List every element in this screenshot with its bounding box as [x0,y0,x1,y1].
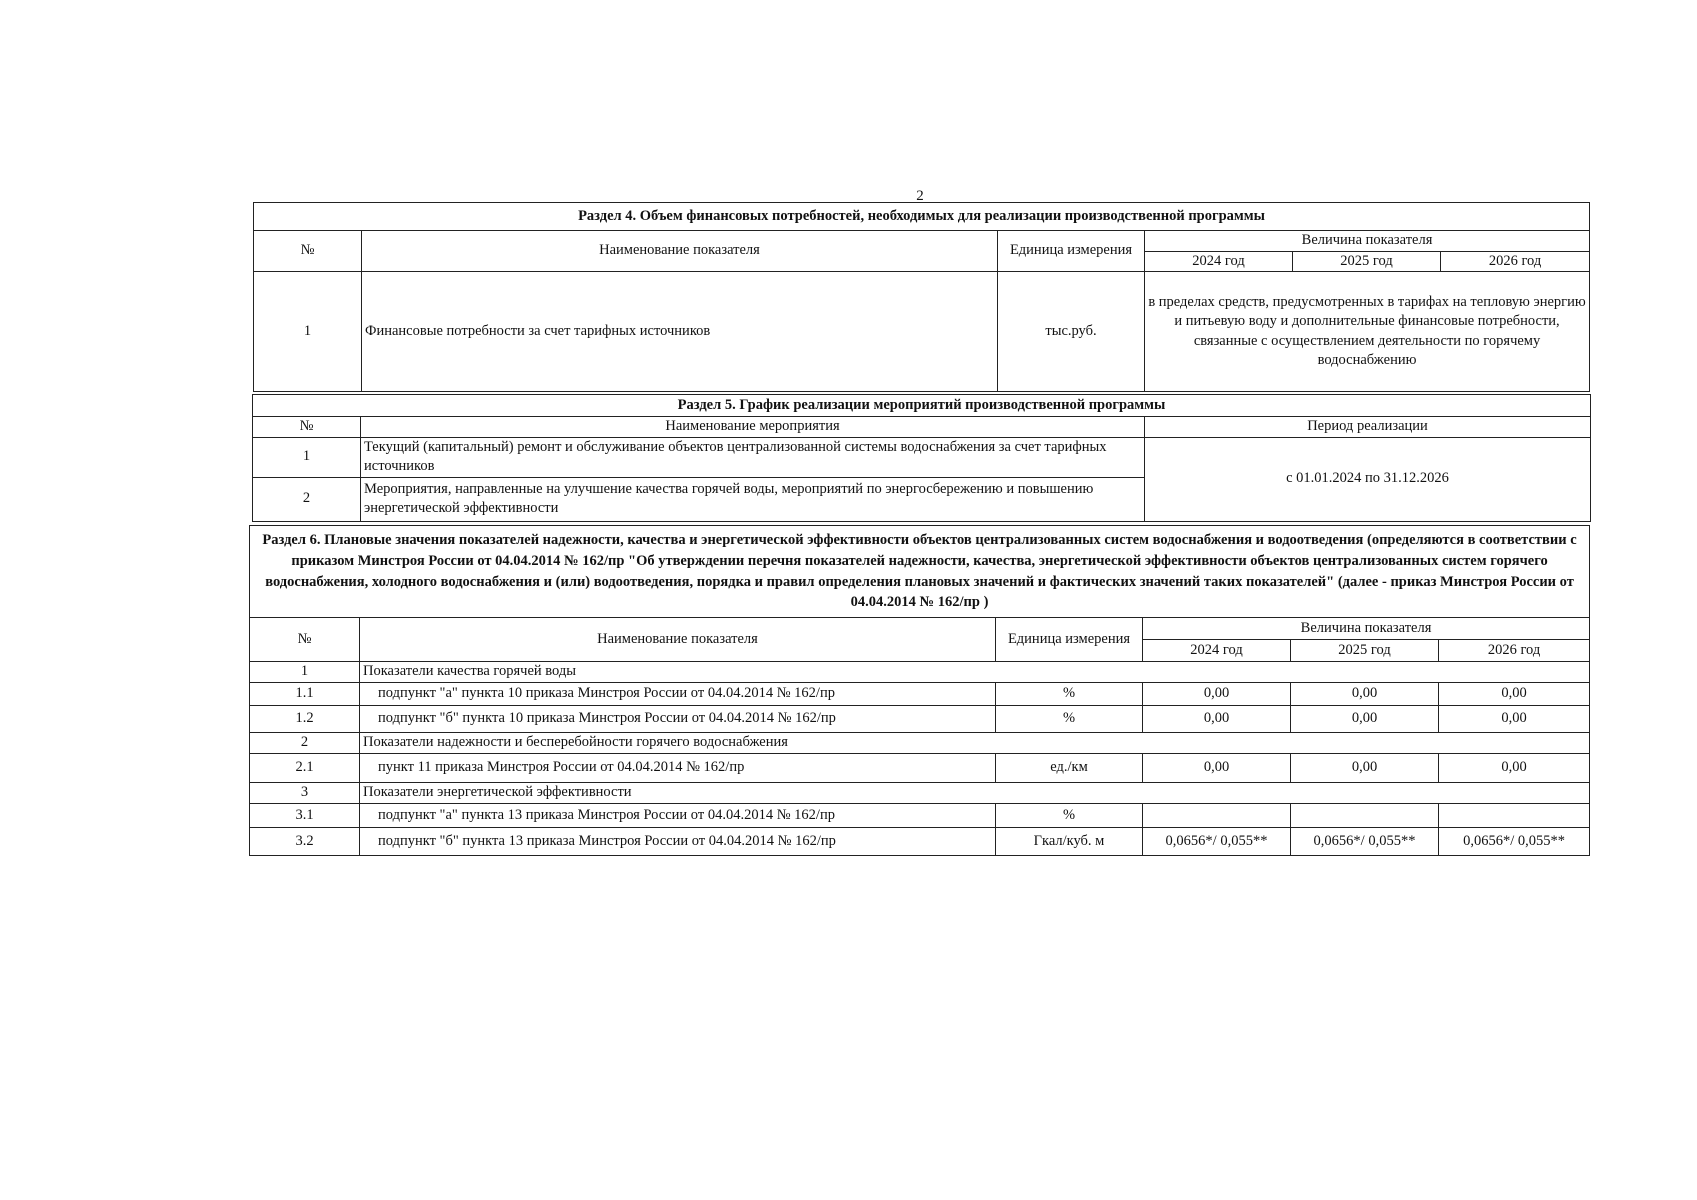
value-2025: 0,00 [1291,706,1439,733]
value-2026: 0,0656*/ 0,055** [1439,828,1590,856]
table-row [250,683,1590,706]
row-name: пункт 11 приказа Минстроя России от 04.04.2014 № 162/пр [360,754,996,783]
table-row [250,706,1590,733]
header-name: Наименование показателя [362,231,998,272]
row-name: подпункт "б" пункта 13 приказа Минстроя России от 04.04.2014 № 162/пр [360,828,996,856]
table-row [250,828,1590,856]
section4-table [253,202,1590,392]
row-num: 2 [250,733,360,754]
row-unit: Гкал/куб. м [996,828,1143,856]
header-period: Период реализации [1145,417,1591,438]
header-name: Наименование мероприятия [361,417,1145,438]
period-value: с 01.01.2024 по 31.12.2026 [1145,437,1591,521]
row-name: Текущий (капитальный) ремонт и обслуживание объектов централизованной системы водоснабжения за счет тарифных источников [361,437,1145,477]
row-unit: % [996,683,1143,706]
row-num: 3 [250,783,360,804]
header-unit: Единица измерения [998,231,1145,272]
table-row [250,804,1590,828]
row-name: подпункт "а" пункта 10 приказа Минстроя России от 04.04.2014 № 162/пр [360,683,996,706]
row-num: 3.2 [250,828,360,856]
page-number: 2 [916,188,924,204]
row-unit: ед./км [996,754,1143,783]
header-2025: 2025 год [1291,640,1439,662]
value-2025 [1291,804,1439,828]
value-2026: 0,00 [1439,754,1590,783]
header-2026: 2026 год [1441,251,1590,272]
header-unit: Единица измерения [996,618,1143,662]
header-2026: 2026 год [1439,640,1590,662]
value-2026 [1439,804,1590,828]
table-row [250,754,1590,783]
header-name: Наименование показателя [360,618,996,662]
value-2024: 0,0656*/ 0,055** [1143,828,1291,856]
row-num: 1 [254,272,362,392]
header-value: Величина показателя [1143,618,1590,640]
section6-table [249,525,1590,856]
group-name: Показатели качества горячей воды [360,662,1590,683]
row-name: подпункт "б" пункта 10 приказа Минстроя России от 04.04.2014 № 162/пр [360,706,996,733]
value-2024 [1143,804,1291,828]
table-row [250,783,1590,804]
section6-title: Раздел 6. Плановые значения показателей надежности, качества и энергетической эффективности объектов централизованных систем водоснабжения и водоотведения (определяются в соответствии с приказом Минстроя России от 04.04.2014 № 162/пр "Об утверждении перечня показателей надежности, качества, энергетической эффективности объектов централизованных систем горячего водоснабжения, холодного водоснабжения и (или) водоотведения, порядка и правил определения плановых значений и фактических значений таких показателей" (далее - приказ Минстроя России от 04.04.2014 № 162/пр ) [250,526,1590,618]
row-num: 3.1 [250,804,360,828]
row-name: Финансовые потребности за счет тарифных источников [362,272,998,392]
value-2025: 0,0656*/ 0,055** [1291,828,1439,856]
value-2026: 0,00 [1439,706,1590,733]
header-2024: 2024 год [1145,251,1293,272]
header-num: № [254,231,362,272]
group-name: Показатели энергетической эффективности [360,783,1590,804]
value-2024: 0,00 [1143,706,1291,733]
value-2026: 0,00 [1439,683,1590,706]
row-num: 1 [250,662,360,683]
header-value: Величина показателя [1145,231,1590,252]
row-unit: % [996,804,1143,828]
row-num: 1 [253,437,361,477]
section5-table [252,394,1591,522]
row-name: подпункт "а" пункта 13 приказа Минстроя России от 04.04.2014 № 162/пр [360,804,996,828]
row-value: в пределах средств, предусмотренных в тарифах на тепловую энергию и питьевую воду и дополнительные финансовые потребности, связанные с осуществлением деятельности по горячему водоснабжению [1145,272,1590,392]
table-row [250,733,1590,754]
header-num: № [253,417,361,438]
row-num: 1.2 [250,706,360,733]
value-2024: 0,00 [1143,683,1291,706]
row-name: Мероприятия, направленные на улучшение качества горячей воды, мероприятий по энергосбережению и повышению энергетической эффективности [361,477,1145,521]
section5-title: Раздел 5. График реализации мероприятий производственной программы [253,395,1591,417]
value-2025: 0,00 [1291,754,1439,783]
row-num: 1.1 [250,683,360,706]
header-num: № [250,618,360,662]
section4-title: Раздел 4. Объем финансовых потребностей, необходимых для реализации производственной программы [254,203,1590,231]
table-row [250,662,1590,683]
row-unit: тыс.руб. [998,272,1145,392]
header-2024: 2024 год [1143,640,1291,662]
value-2025: 0,00 [1291,683,1439,706]
row-unit: % [996,706,1143,733]
header-2025: 2025 год [1293,251,1441,272]
row-num: 2 [253,477,361,521]
row-num: 2.1 [250,754,360,783]
group-name: Показатели надежности и бесперебойности горячего водоснабжения [360,733,1590,754]
value-2024: 0,00 [1143,754,1291,783]
